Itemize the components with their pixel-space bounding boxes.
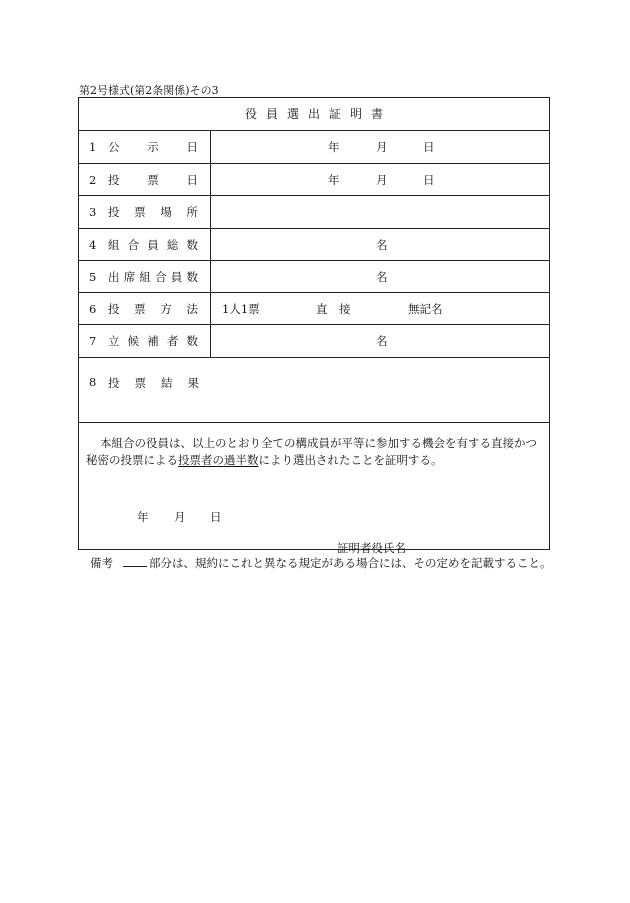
statement-day-label: 日 [210, 510, 222, 524]
row-number: 6 [89, 301, 97, 316]
voting-method-field [211, 293, 549, 324]
row-number: 8 [89, 375, 97, 389]
row-label-text: 立 候 補 者 数 [108, 334, 198, 348]
row-label-text: 投 票 方 法 [108, 301, 198, 316]
row-label [79, 358, 211, 422]
voting-result-field[interactable] [211, 358, 549, 422]
row-label [79, 131, 211, 163]
remarks-text: 部分は、規約にこれと異なる規定がある場合には、その定めを記載すること。 [149, 556, 552, 570]
month-label: 月 [376, 172, 388, 187]
method-one-per-person: 1人1票 [222, 301, 260, 316]
voting-place-field[interactable] [211, 196, 549, 228]
row-number: 7 [89, 334, 97, 348]
row-announcement-date [79, 131, 549, 164]
certificate-form [78, 97, 550, 555]
remarks-note [90, 555, 552, 571]
form-number: 第2号様式(第2条関係)その3 [79, 84, 219, 97]
row-label [79, 229, 211, 260]
remarks-label: 備考 [90, 556, 113, 570]
form-title: 役員選出証明書 [79, 98, 549, 131]
row-number: 4 [89, 237, 97, 252]
row-label [79, 261, 211, 292]
row-label-text: 組 合 員 総 数 [108, 237, 198, 252]
row-label-text: 投 票 結 果 [108, 376, 199, 390]
year-label: 年 [328, 172, 340, 187]
row-label-text: 投 票 場 所 [108, 205, 198, 219]
unit-label: 名 [376, 269, 388, 284]
month-label: 月 [376, 140, 388, 154]
voting-date-field[interactable] [211, 164, 549, 195]
method-direct: 直 接 [316, 301, 351, 316]
row-voting-date [79, 164, 549, 196]
attending-members-field[interactable] [211, 261, 549, 292]
row-attending-members [79, 261, 549, 293]
underlined-majority-text: 投票者の過半数 [178, 453, 259, 467]
row-label [79, 196, 211, 228]
certifier-name-label: 証明者役氏名 [337, 541, 406, 555]
underline-blank [123, 565, 147, 567]
method-secret-ballot: 無記名 [408, 301, 443, 316]
day-label: 日 [423, 172, 435, 187]
statement-month-label: 月 [174, 510, 186, 524]
total-members-field[interactable] [211, 229, 549, 260]
row-label-text: 投 票 日 [108, 172, 198, 187]
row-total-members [79, 229, 549, 261]
row-voting-place [79, 196, 549, 229]
candidates-field[interactable] [211, 325, 549, 357]
row-label [79, 293, 211, 324]
row-label-text: 出 席 組 合 員 数 [108, 269, 198, 284]
row-label-text: 公 示 日 [108, 140, 198, 154]
row-label [79, 164, 211, 195]
statement-text: 本組合の役員は、以上のとおり全ての構成員が平等に参加する機会を有する直接かつ秘密の投票による投票者の過半数により選出されたことを証明する。 [86, 436, 537, 467]
row-voting-method [79, 293, 549, 325]
day-label: 日 [423, 140, 435, 154]
unit-label: 名 [376, 237, 388, 252]
announcement-date-field[interactable] [211, 131, 549, 163]
row-number: 5 [89, 269, 97, 284]
row-number: 2 [89, 172, 97, 187]
statement-year-label: 年 [137, 510, 149, 524]
year-label: 年 [328, 140, 340, 154]
row-candidates [79, 325, 549, 358]
row-number: 1 [89, 140, 97, 154]
row-number: 3 [89, 205, 97, 219]
row-label [79, 325, 211, 357]
certification-statement [79, 423, 549, 555]
unit-label: 名 [376, 334, 388, 348]
row-voting-result [79, 358, 549, 423]
